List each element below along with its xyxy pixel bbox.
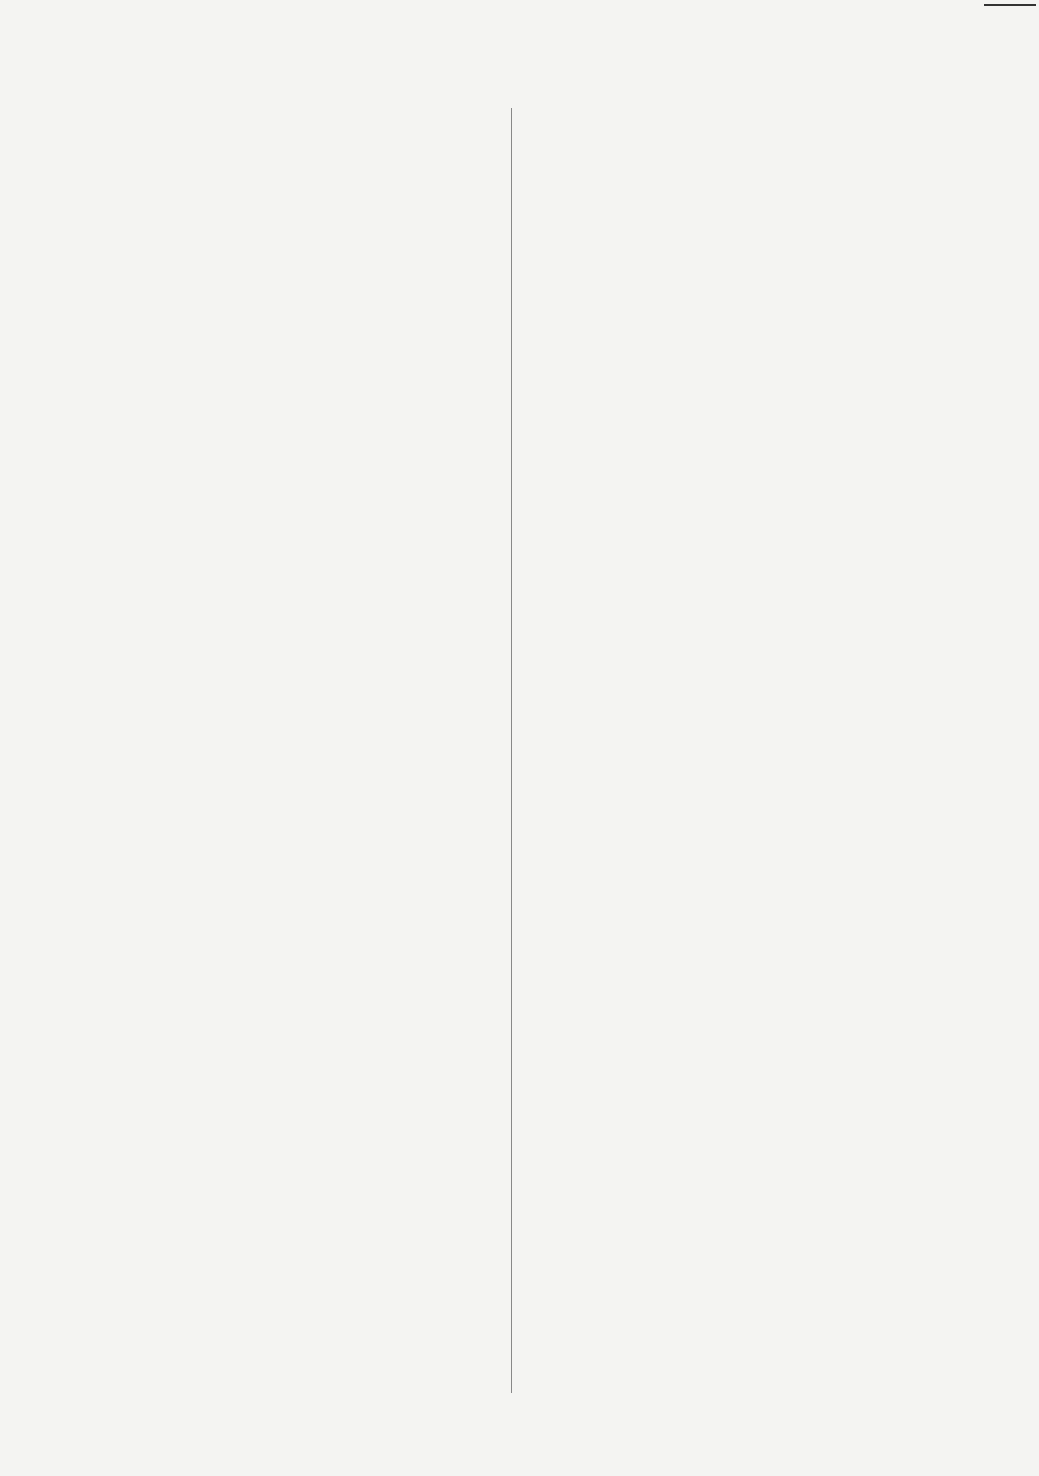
right-column: [528, 108, 960, 282]
column-divider: [511, 108, 512, 1393]
parabola-graph-2: [644, 110, 844, 280]
left-column: [96, 108, 500, 306]
parabola-graph-1: [198, 94, 398, 304]
page-edge-line: [984, 4, 1036, 6]
